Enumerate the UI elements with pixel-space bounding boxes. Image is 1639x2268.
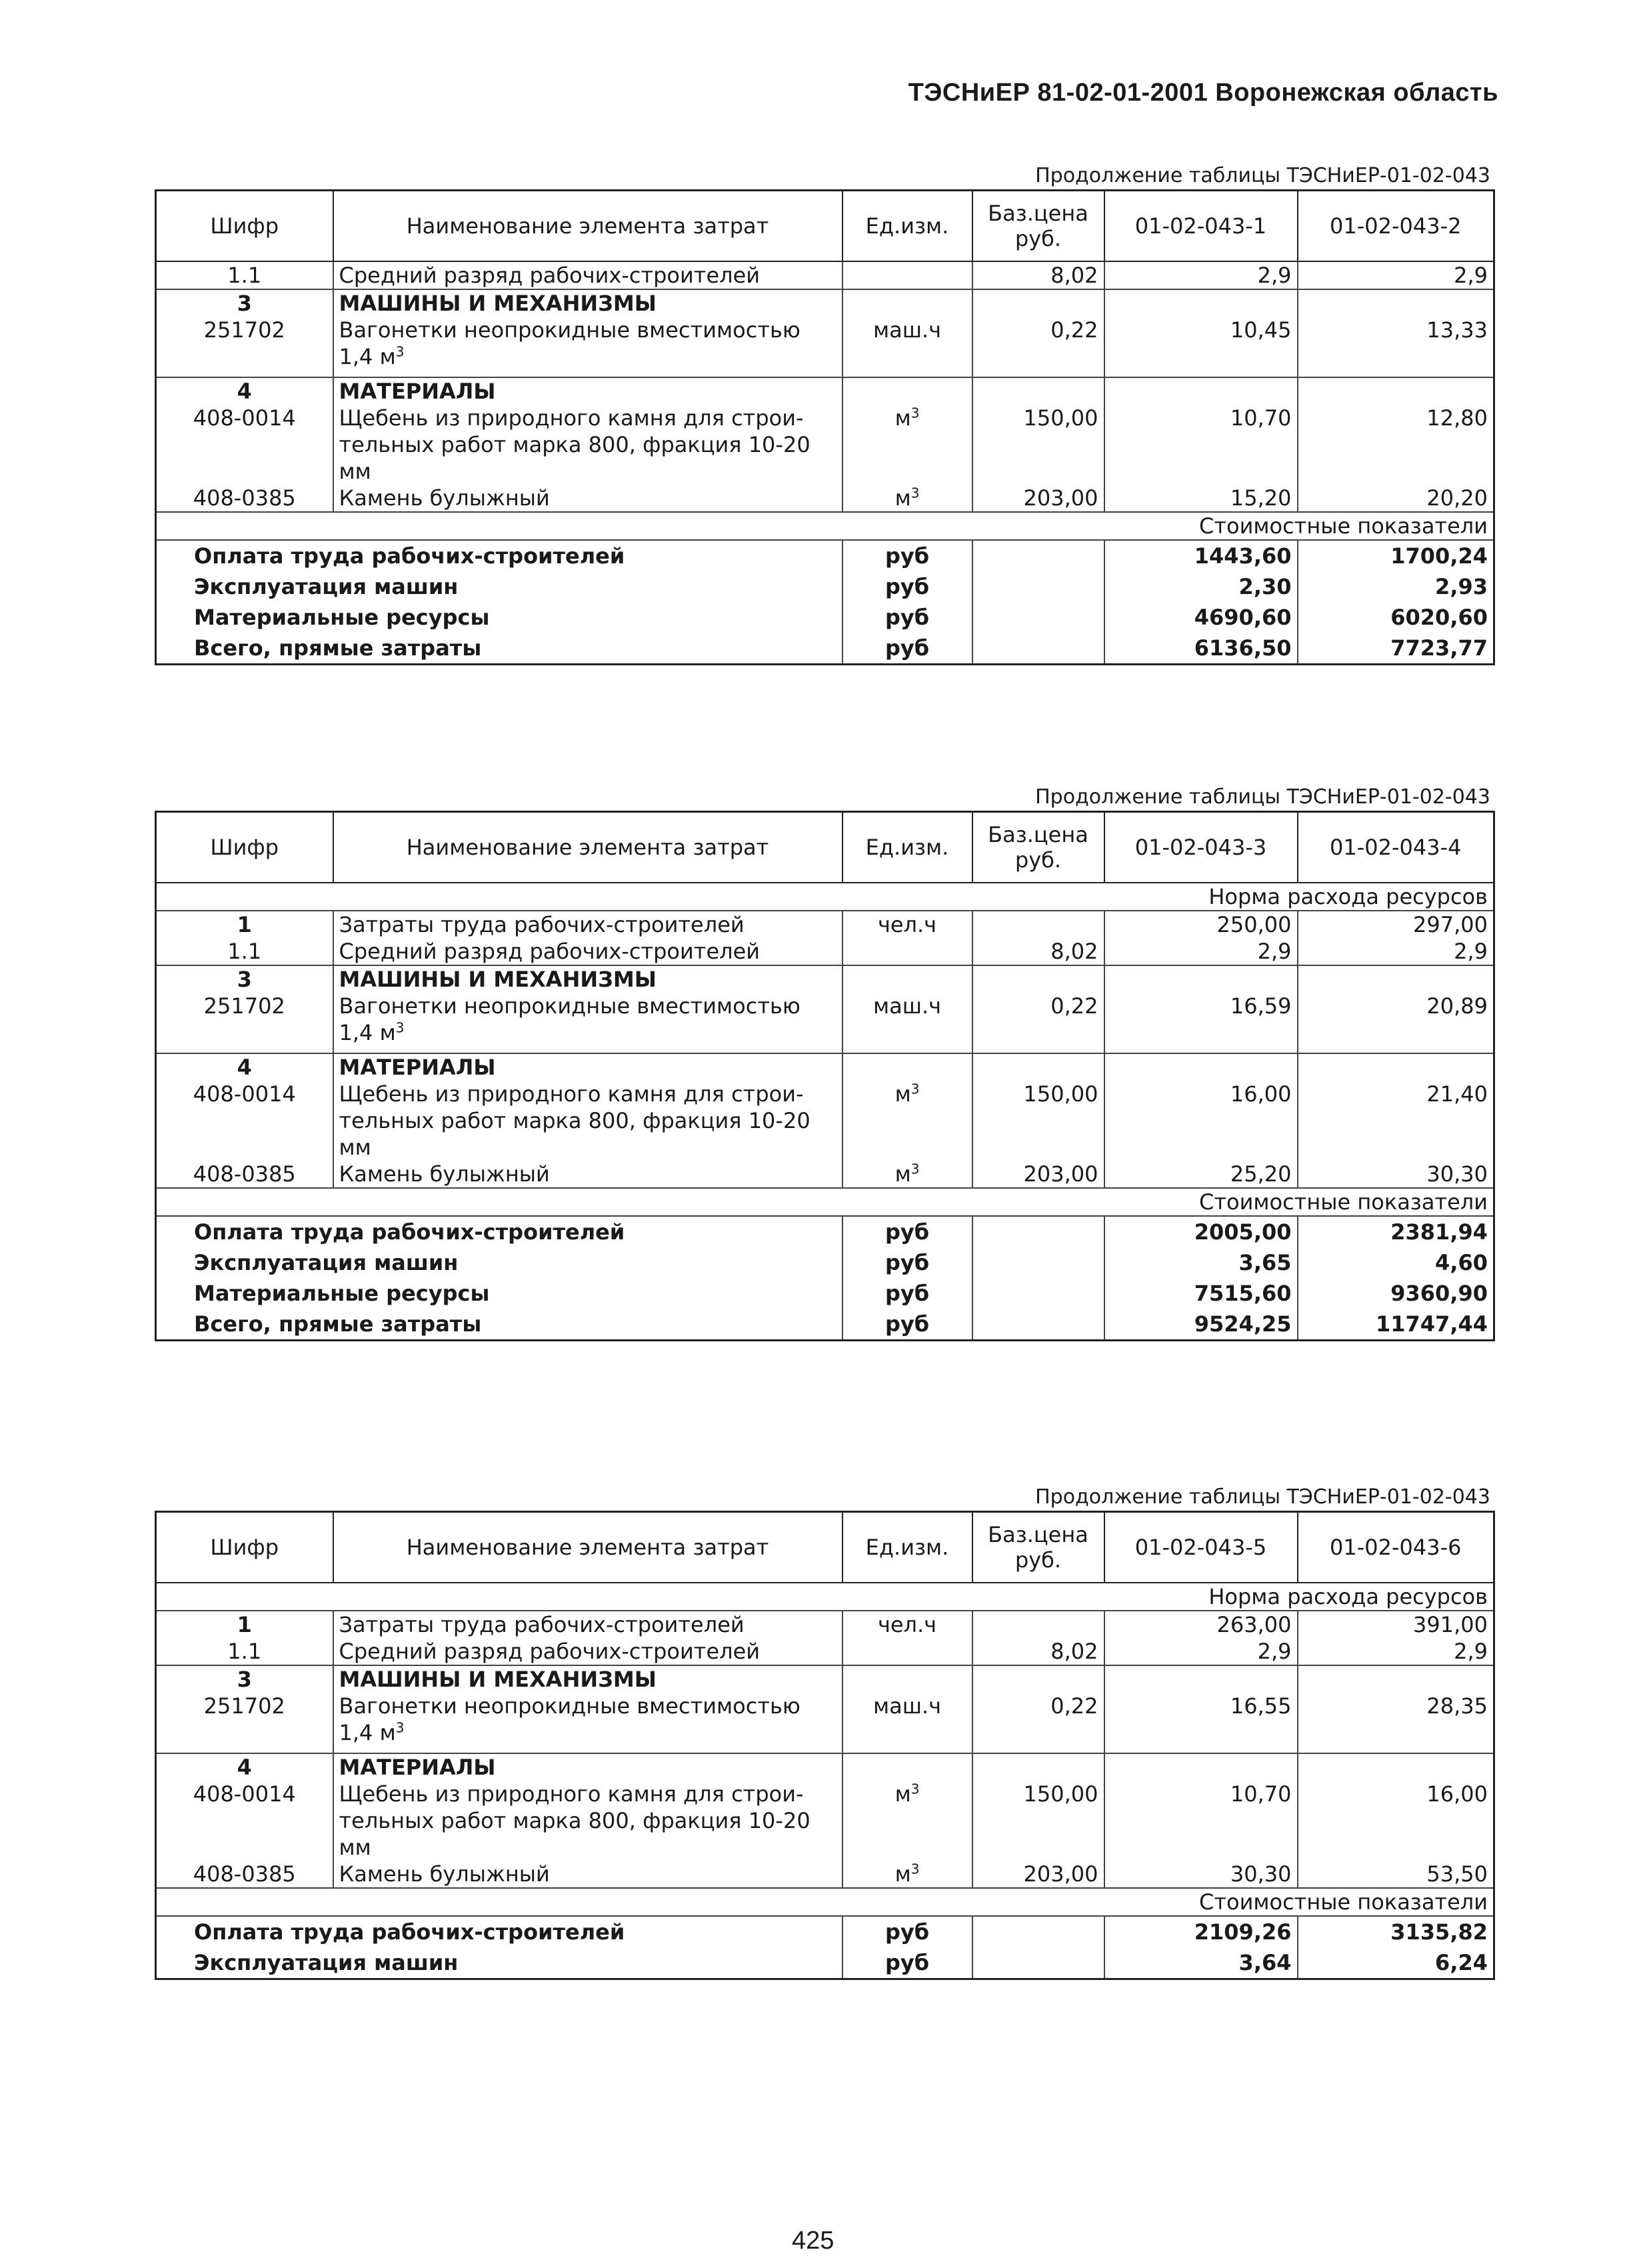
cell-code: 251702 — [203, 1693, 285, 1719]
table-block-1 — [155, 163, 1493, 665]
section-title: МАТЕРИАЛЫ — [333, 1753, 842, 1781]
cell-name: Вагонетки неопрокидные вместимостью 1,4 $м^3$ — [333, 993, 842, 1053]
summary-value-b: 3135,82 — [1298, 1916, 1494, 1947]
header-name: Наименование элемента затрат — [333, 812, 842, 883]
summary-unit: руб — [842, 1947, 972, 1979]
cell-value-a: 10,70 — [1104, 405, 1298, 485]
cell-value-a: 15,20 — [1104, 485, 1298, 512]
summary-row — [156, 1278, 1494, 1309]
section-code: 3 — [156, 289, 333, 317]
cell-name: Камень булыжный — [333, 1861, 842, 1888]
cell-price: 203,00 — [972, 485, 1104, 512]
cell-name: Вагонетки неопрокидные вместимостью 1,4 $м^3$ — [333, 317, 842, 377]
header-col-b: 01-02-043-6 — [1298, 1512, 1494, 1583]
section-row — [156, 1665, 1494, 1693]
section-row — [156, 1053, 1494, 1081]
cell-unit: маш.ч — [842, 993, 972, 1053]
table-row — [156, 261, 1494, 289]
norm-label-row — [156, 883, 1494, 911]
cell-price: 0,22 — [972, 1693, 1104, 1753]
norm-label: Норма расхода ресурсов — [156, 883, 1494, 911]
summary-value-b: 6020,60 — [1298, 602, 1494, 633]
cell-value-a: 10,70 — [1104, 1781, 1298, 1861]
summary-value-b: 9360,90 — [1298, 1278, 1494, 1309]
cost-label-row — [156, 1888, 1494, 1916]
cost-label-row — [156, 512, 1494, 540]
header-col-a: 01-02-043-5 — [1104, 1512, 1298, 1583]
summary-unit: руб — [842, 602, 972, 633]
header-name: Наименование элемента затрат — [333, 191, 842, 262]
section-code: 4 — [156, 1053, 333, 1081]
summary-unit: руб — [842, 1916, 972, 1947]
cell-value-b: 28,35 — [1298, 1693, 1494, 1753]
cell-name: Щебень из природного камня для строи- тельных работ марка 800, фракция 10-20 мм — [333, 405, 842, 485]
cost-label: Стоимостные показатели — [156, 512, 1494, 540]
section-title: МАТЕРИАЛЫ — [333, 377, 842, 405]
table-row — [156, 405, 1494, 485]
cell-code: 408-0014 — [193, 1081, 296, 1107]
cell-value-b: 21,40 — [1298, 1081, 1494, 1161]
summary-name: Эксплуатация машин — [194, 574, 459, 599]
cell-name: Средний разряд рабочих-строителей — [333, 938, 842, 965]
summary-row — [156, 1309, 1494, 1341]
section-row — [156, 377, 1494, 405]
table-row — [156, 1611, 1494, 1638]
header-price: Баз.цена руб. — [972, 1512, 1104, 1583]
section-title: МАШИНЫ И МЕХАНИЗМЫ — [333, 289, 842, 317]
cell-value-b: 13,33 — [1298, 317, 1494, 377]
table-row — [156, 485, 1494, 512]
header-col-b: 01-02-043-2 — [1298, 191, 1494, 262]
summary-value-b: 7723,77 — [1298, 633, 1494, 665]
header-col-a: 01-02-043-1 — [1104, 191, 1298, 262]
cell-code: 251702 — [203, 993, 285, 1019]
cell-value-b: 12,80 — [1298, 405, 1494, 485]
cell-name: Камень булыжный — [333, 485, 842, 512]
summary-row — [156, 1247, 1494, 1278]
cell-value-a: 16,59 — [1104, 993, 1298, 1053]
section-title: МАТЕРИАЛЫ — [333, 1053, 842, 1081]
summary-value-a: 4690,60 — [1104, 602, 1298, 633]
summary-unit: руб — [842, 1309, 972, 1341]
cost-label: Стоимостные показатели — [156, 1888, 1494, 1916]
cell-price — [972, 911, 1104, 938]
header-code: Шифр — [156, 812, 333, 883]
cell-name: Камень булыжный — [333, 1161, 842, 1188]
cell-name: Средний разряд рабочих-строителей — [333, 261, 842, 289]
summary-name: Оплата труда рабочих-строителей — [194, 543, 625, 569]
cell-unit: маш.ч — [842, 1693, 972, 1753]
summary-name: Материальные ресурсы — [194, 605, 490, 630]
table-row — [156, 993, 1494, 1053]
summary-value-b: 6,24 — [1298, 1947, 1494, 1979]
header-unit: Ед.изм. — [842, 812, 972, 883]
summary-value-b: 1700,24 — [1298, 540, 1494, 571]
header-price: Баз.цена руб. — [972, 191, 1104, 262]
section-code: 4 — [156, 377, 333, 405]
cell-value-a: 263,00 — [1104, 1611, 1298, 1638]
continuation-caption: Продолжение таблицы ТЭСНиЕР-01-02-043 — [1035, 164, 1490, 187]
cell-code: 408-0014 — [193, 1781, 296, 1807]
cell-name: Щебень из природного камня для строи- тельных работ марка 800, фракция 10-20 мм — [333, 1081, 842, 1161]
cell-unit — [842, 938, 972, 965]
cell-unit: чел.ч — [842, 1611, 972, 1638]
cell-code: 408-0385 — [193, 1861, 296, 1887]
table-header-row — [156, 191, 1494, 262]
cell-code: 251702 — [203, 317, 285, 343]
cell-unit: маш.ч — [842, 317, 972, 377]
cell-code: 1.1 — [227, 939, 262, 964]
header-price: Баз.цена руб. — [972, 812, 1104, 883]
summary-value-a: 6136,50 — [1104, 633, 1298, 665]
cell-unit: $м^3$ — [842, 1161, 972, 1188]
cell-unit: $м^3$ — [842, 405, 972, 485]
cell-value-a: 2,9 — [1104, 938, 1298, 965]
summary-name: Всего, прямые затраты — [194, 635, 482, 661]
summary-name: Оплата труда рабочих-строителей — [194, 1219, 625, 1245]
summary-name: Материальные ресурсы — [194, 1281, 490, 1306]
summary-row — [156, 571, 1494, 602]
table-row — [156, 1693, 1494, 1753]
header-col-b: 01-02-043-4 — [1298, 812, 1494, 883]
cell-value-a: 16,55 — [1104, 1693, 1298, 1753]
summary-unit: руб — [842, 633, 972, 665]
summary-row — [156, 1216, 1494, 1247]
cell-name: Затраты труда рабочих-строителей — [333, 911, 842, 938]
section-row — [156, 965, 1494, 993]
cell-value-b: 20,20 — [1298, 485, 1494, 512]
cell-unit: $м^3$ — [842, 485, 972, 512]
cell-price: 8,02 — [972, 261, 1104, 289]
summary-name: Всего, прямые затраты — [194, 1311, 482, 1337]
section-code: 3 — [156, 965, 333, 993]
norms-table — [155, 189, 1495, 665]
cell-code: 408-0014 — [193, 405, 296, 431]
cell-value-b: 2,9 — [1298, 261, 1494, 289]
cost-label-row — [156, 1188, 1494, 1216]
summary-row — [156, 602, 1494, 633]
cell-value-b: 30,30 — [1298, 1161, 1494, 1188]
table-header-row — [156, 1512, 1494, 1583]
table-row — [156, 317, 1494, 377]
summary-value-a: 3,65 — [1104, 1247, 1298, 1278]
cell-name: Щебень из природного камня для строи- тельных работ марка 800, фракция 10-20 мм — [333, 1781, 842, 1861]
summary-unit: руб — [842, 1278, 972, 1309]
section-row — [156, 1753, 1494, 1781]
cell-code: 1.1 — [227, 1639, 262, 1664]
section-code: 4 — [156, 1753, 333, 1781]
cell-code: 408-0385 — [193, 1161, 296, 1187]
page-number: 425 — [792, 2227, 834, 2255]
cell-value-a: 2,9 — [1104, 1638, 1298, 1665]
cell-code: 408-0385 — [193, 485, 296, 511]
cell-value-a: 16,00 — [1104, 1081, 1298, 1161]
header-unit: Ед.изм. — [842, 1512, 972, 1583]
section-title: МАШИНЫ И МЕХАНИЗМЫ — [333, 965, 842, 993]
continuation-caption: Продолжение таблицы ТЭСНиЕР-01-02-043 — [1035, 785, 1490, 809]
cost-label: Стоимостные показатели — [156, 1188, 1494, 1216]
cell-unit: $м^3$ — [842, 1081, 972, 1161]
cell-value-a: 25,20 — [1104, 1161, 1298, 1188]
cell-value-b: 20,89 — [1298, 993, 1494, 1053]
section-row — [156, 289, 1494, 317]
cell-value-b: 2,9 — [1298, 1638, 1494, 1665]
summary-row — [156, 1947, 1494, 1979]
header-code: Шифр — [156, 191, 333, 262]
table-row — [156, 938, 1494, 965]
cell-price: 8,02 — [972, 938, 1104, 965]
cell-value-b: 53,50 — [1298, 1861, 1494, 1888]
summary-value-b: 2381,94 — [1298, 1216, 1494, 1247]
table-block-3 — [155, 1484, 1493, 1980]
cell-value-b: 391,00 — [1298, 1611, 1494, 1638]
table-row — [156, 1861, 1494, 1888]
summary-unit: руб — [842, 1247, 972, 1278]
table-block-2 — [155, 784, 1493, 1341]
norms-table — [155, 811, 1495, 1341]
section-title: МАШИНЫ И МЕХАНИЗМЫ — [333, 1665, 842, 1693]
norm-label-row — [156, 1583, 1494, 1611]
summary-value-a: 2109,26 — [1104, 1916, 1298, 1947]
summary-value-b: 4,60 — [1298, 1247, 1494, 1278]
cell-value-b: 2,9 — [1298, 938, 1494, 965]
document-header: ТЭСНиЕР 81-02-01-2001 Воронежская область — [908, 79, 1498, 107]
summary-value-a: 9524,25 — [1104, 1309, 1298, 1341]
summary-value-a: 3,64 — [1104, 1947, 1298, 1979]
summary-value-a: 2005,00 — [1104, 1216, 1298, 1247]
cell-name: Затраты труда рабочих-строителей — [333, 1611, 842, 1638]
cell-price: 203,00 — [972, 1161, 1104, 1188]
summary-name: Эксплуатация машин — [194, 1250, 459, 1275]
table-row — [156, 1638, 1494, 1665]
cell-unit: $м^3$ — [842, 1861, 972, 1888]
header-name: Наименование элемента затрат — [333, 1512, 842, 1583]
summary-row — [156, 633, 1494, 665]
cell-price: 0,22 — [972, 993, 1104, 1053]
header-code: Шифр — [156, 1512, 333, 1583]
cell-price — [972, 1611, 1104, 1638]
cell-price: 203,00 — [972, 1861, 1104, 1888]
cell-name: Средний разряд рабочих-строителей — [333, 1638, 842, 1665]
summary-unit: руб — [842, 540, 972, 571]
cell-value-a: 250,00 — [1104, 911, 1298, 938]
cell-unit: $м^3$ — [842, 1781, 972, 1861]
norm-label: Норма расхода ресурсов — [156, 1583, 1494, 1611]
table-row — [156, 1081, 1494, 1161]
summary-unit: руб — [842, 1216, 972, 1247]
cell-code: 1 — [237, 1612, 252, 1637]
summary-row — [156, 1916, 1494, 1947]
cell-unit — [842, 1638, 972, 1665]
cell-unit: чел.ч — [842, 911, 972, 938]
header-col-a: 01-02-043-3 — [1104, 812, 1298, 883]
section-code: 3 — [156, 1665, 333, 1693]
cell-code: 1.1 — [227, 263, 262, 288]
summary-value-a: 7515,60 — [1104, 1278, 1298, 1309]
cell-price: 150,00 — [972, 1781, 1104, 1861]
cell-value-a: 2,9 — [1104, 261, 1298, 289]
summary-value-a: 1443,60 — [1104, 540, 1298, 571]
cell-value-a: 30,30 — [1104, 1861, 1298, 1888]
summary-unit: руб — [842, 571, 972, 602]
summary-name: Оплата труда рабочих-строителей — [194, 1919, 625, 1945]
continuation-caption: Продолжение таблицы ТЭСНиЕР-01-02-043 — [1035, 1485, 1490, 1509]
cell-price: 150,00 — [972, 405, 1104, 485]
cell-price: 150,00 — [972, 1081, 1104, 1161]
cell-unit — [842, 261, 972, 289]
summary-row — [156, 540, 1494, 571]
cell-price: 8,02 — [972, 1638, 1104, 1665]
summary-value-b: 2,93 — [1298, 571, 1494, 602]
summary-name: Эксплуатация машин — [194, 1950, 459, 1975]
table-row — [156, 1781, 1494, 1861]
header-unit: Ед.изм. — [842, 191, 972, 262]
cell-value-b: 297,00 — [1298, 911, 1494, 938]
norms-table — [155, 1511, 1495, 1980]
cell-price: 0,22 — [972, 317, 1104, 377]
summary-value-a: 2,30 — [1104, 571, 1298, 602]
cell-value-b: 16,00 — [1298, 1781, 1494, 1861]
table-header-row — [156, 812, 1494, 883]
cell-value-a: 10,45 — [1104, 317, 1298, 377]
table-row — [156, 1161, 1494, 1188]
cell-code: 1 — [237, 912, 252, 937]
table-row — [156, 911, 1494, 938]
summary-value-b: 11747,44 — [1298, 1309, 1494, 1341]
cell-name: Вагонетки неопрокидные вместимостью 1,4 $м^3$ — [333, 1693, 842, 1753]
